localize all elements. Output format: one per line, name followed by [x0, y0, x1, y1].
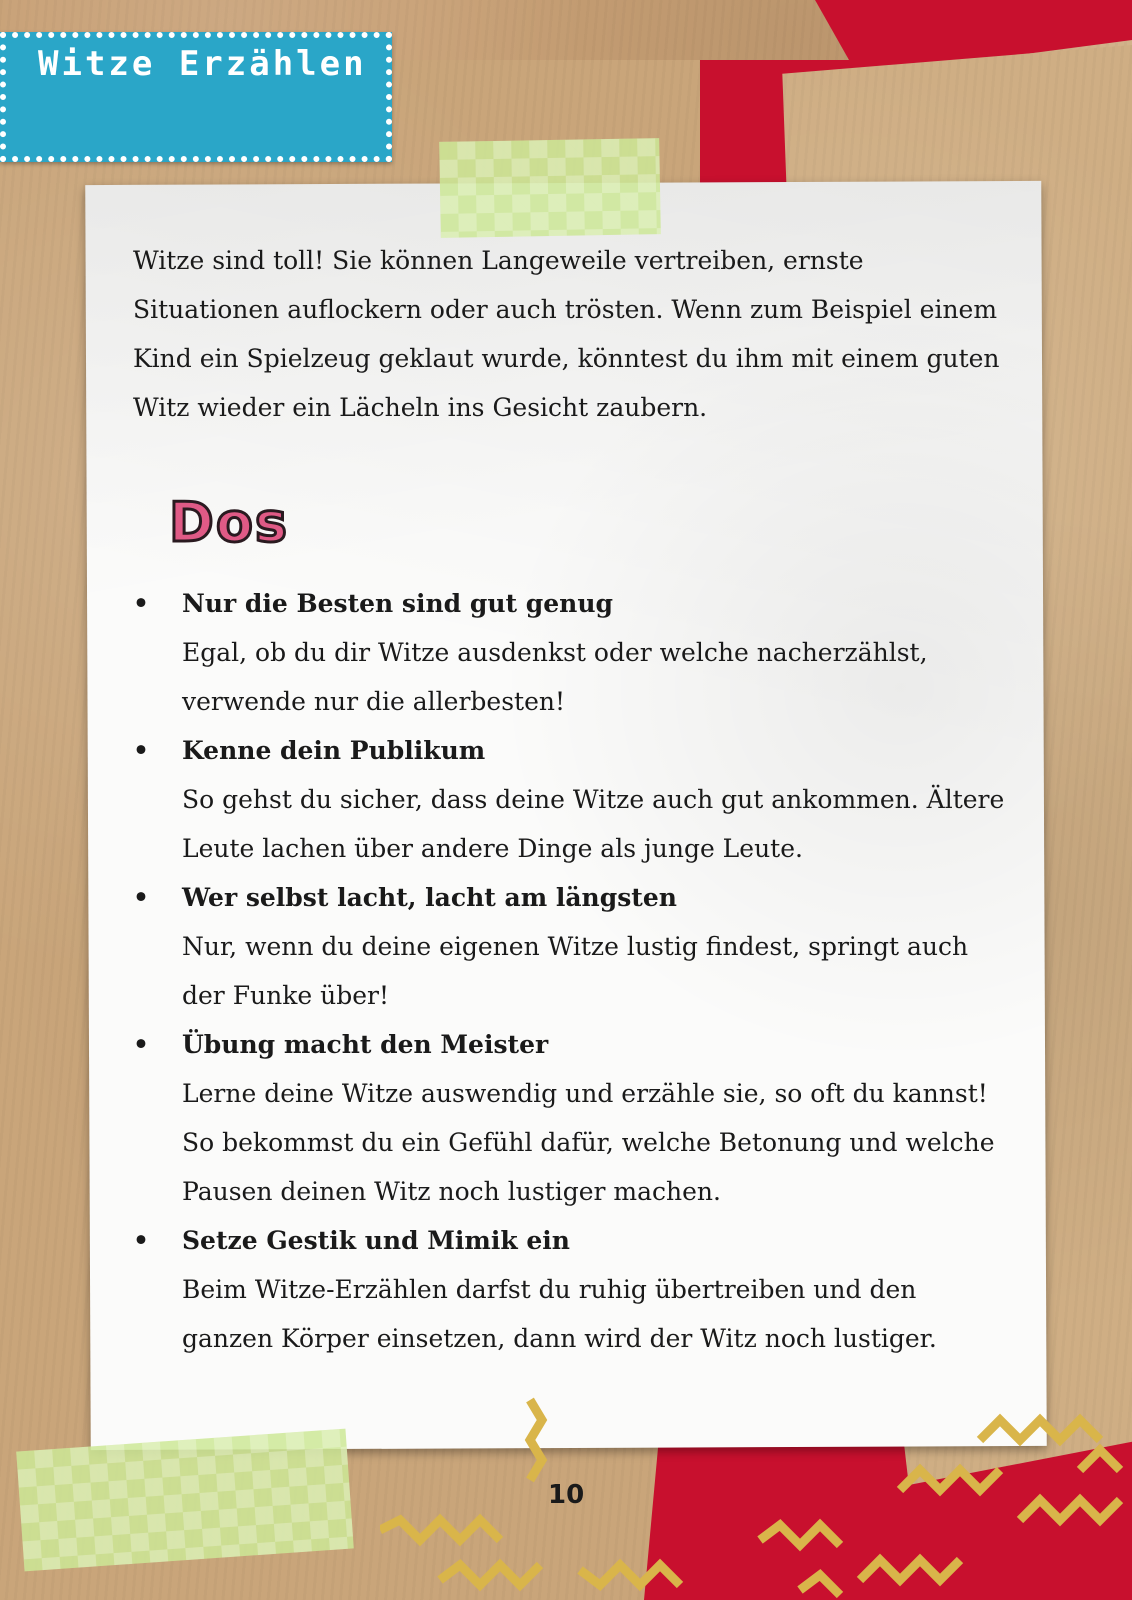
intro-paragraph: Witze sind toll! Sie können Langeweile vertreiben, ernste Situationen auflockern oder auch trösten. Wenn zum Beispiel einem Kind ein Spielzeug geklaut wurde, könntest du ihm mit einem guten Witz wieder ein Lächeln ins Gesicht zaubern. — [133, 246, 1000, 422]
item-text: Nur, wenn du deine eigenen Witze lustig findest, springt auch der Funke über! — [182, 932, 969, 1010]
list-item — [133, 1216, 1013, 1363]
section-title: Dos — [169, 491, 290, 554]
list-item — [133, 579, 1013, 726]
item-text: Lerne deine Witze auswendig und erzähle sie, so oft du kannst! So bekommst du ein Gefühl dafür, welche Betonung und welche Pausen deinen Witz noch lustiger machen. — [182, 1079, 995, 1206]
page-number: 10 — [548, 1480, 585, 1510]
page-title: Witze Erzählen — [38, 44, 367, 84]
list-item — [133, 726, 1013, 873]
bullet: • — [133, 736, 149, 765]
tape-bottom — [16, 1429, 354, 1572]
paper-shreds-decoration — [380, 1380, 1132, 1600]
content — [133, 236, 1013, 1353]
item-title: Kenne dein Publikum — [182, 736, 486, 765]
bullet: • — [133, 589, 149, 618]
item-title: Setze Gestik und Mimik ein — [182, 1226, 570, 1255]
list-item — [133, 873, 1013, 1020]
dos-list — [133, 579, 1013, 1363]
tape-top — [439, 138, 661, 238]
item-title: Nur die Besten sind gut genug — [182, 589, 613, 618]
bullet: • — [133, 1030, 149, 1059]
bullet: • — [133, 1226, 149, 1255]
item-text: Beim Witze-Erzählen darfst du ruhig übertreiben und den ganzen Körper einsetzen, dann wird der Witz noch lustiger. — [182, 1275, 937, 1353]
bullet: • — [133, 883, 149, 912]
list-item — [133, 1020, 1013, 1216]
item-title: Übung macht den Meister — [182, 1030, 549, 1059]
item-text: So gehst du sicher, dass deine Witze auch gut ankommen. Ältere Leute lachen über andere Dinge als junge Leute. — [182, 785, 1005, 863]
item-text: Egal, ob du dir Witze ausdenkst oder welche nacherzählst, verwende nur die allerbesten! — [182, 638, 928, 716]
item-title: Wer selbst lacht, lacht am längsten — [182, 883, 677, 912]
